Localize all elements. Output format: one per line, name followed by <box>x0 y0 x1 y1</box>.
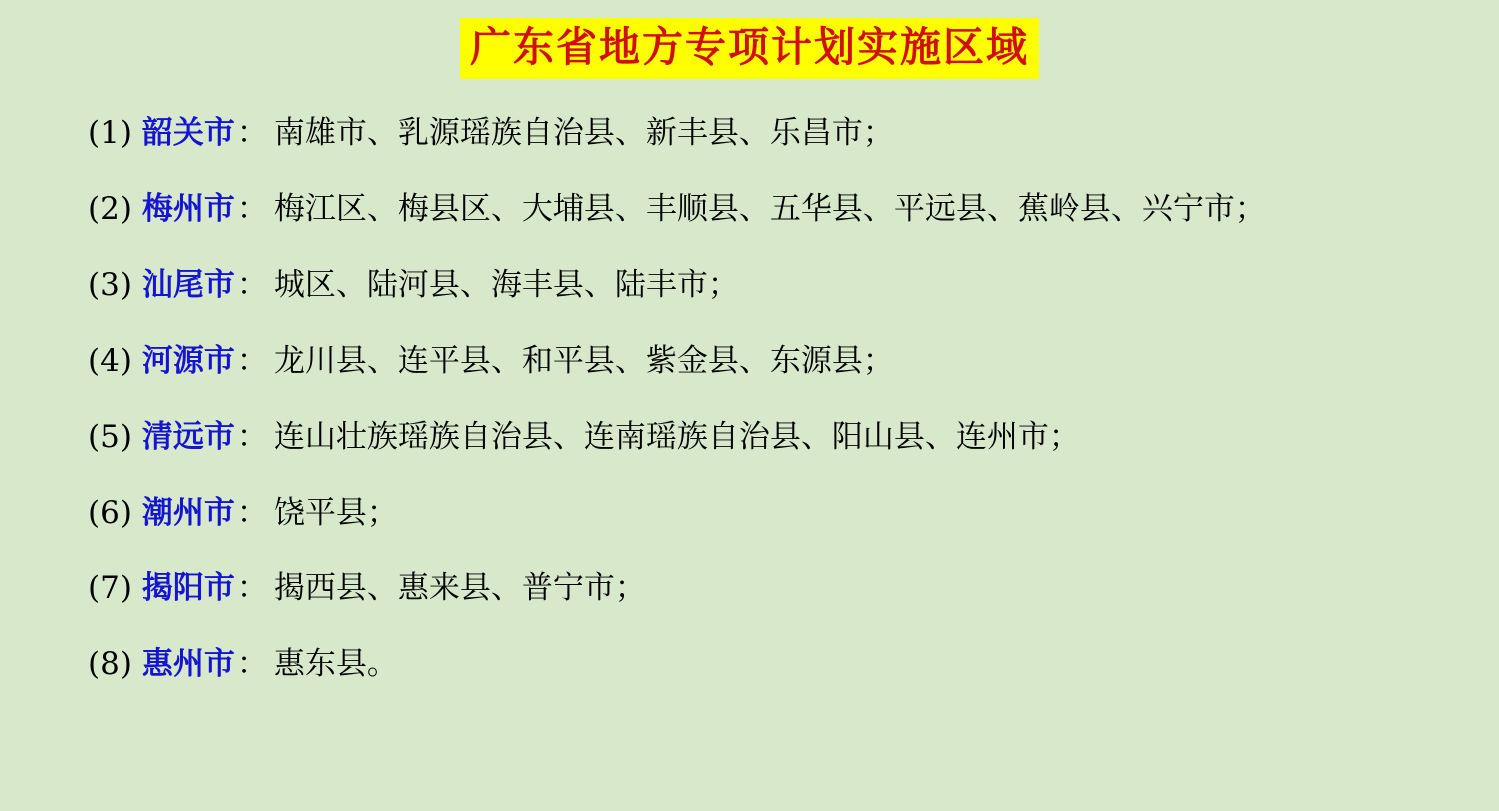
list-item-colon: ： <box>236 267 268 304</box>
list-item-areas: 龙川县、连平县、和平县、紫金县、东源县； <box>273 342 894 379</box>
list-item-number: (6) <box>88 494 132 531</box>
list-item-number: (1) <box>88 115 132 152</box>
list-item-colon: ： <box>236 646 268 683</box>
list-item-areas: 城区、陆河县、海丰县、陆丰市； <box>273 267 739 304</box>
list-item <box>0 568 1499 610</box>
list-item-areas: 连山壮族瑶族自治县、连南瑶族自治县、阳山县、连州市； <box>273 418 1080 455</box>
title-row <box>0 0 1499 79</box>
list-item <box>0 189 1499 231</box>
list-item-areas: 梅江区、梅县区、大埔县、丰顺县、五华县、平远县、蕉岭县、兴宁市； <box>273 191 1266 228</box>
list-item-number: (2) <box>88 191 132 228</box>
list-item-number: (8) <box>88 646 132 683</box>
list-item-number: (7) <box>88 570 132 607</box>
list-item-city: 揭阳市 <box>141 570 235 607</box>
region-list <box>0 113 1499 686</box>
list-item-number: (5) <box>88 418 132 455</box>
list-item-colon: ： <box>236 342 268 379</box>
list-item-number: (4) <box>88 342 132 379</box>
list-item-city: 河源市 <box>141 342 235 379</box>
list-item <box>0 341 1499 383</box>
list-item <box>0 493 1499 535</box>
list-item-colon: ： <box>236 191 268 228</box>
list-item <box>0 417 1499 459</box>
list-item-number: (3) <box>88 267 132 304</box>
list-item-areas: 惠东县。 <box>273 646 398 683</box>
list-item <box>0 265 1499 307</box>
list-item-areas: 饶平县； <box>273 494 398 531</box>
list-item-city: 清远市 <box>141 418 235 455</box>
list-item <box>0 113 1499 155</box>
list-item <box>0 644 1499 686</box>
list-item-areas: 揭西县、惠来县、普宁市； <box>273 570 646 607</box>
list-item-colon: ： <box>236 570 268 607</box>
list-item-city: 潮州市 <box>141 494 235 531</box>
list-item-city: 梅州市 <box>141 191 235 228</box>
page-title: 广东省地方专项计划实施区域 <box>460 18 1039 79</box>
list-item-city: 惠州市 <box>141 646 235 683</box>
list-item-colon: ： <box>236 494 268 531</box>
list-item-city: 韶关市 <box>141 115 235 152</box>
list-item-colon: ： <box>236 418 268 455</box>
list-item-areas: 南雄市、乳源瑶族自治县、新丰县、乐昌市； <box>273 115 894 152</box>
list-item-city: 汕尾市 <box>141 267 235 304</box>
list-item-colon: ： <box>236 115 268 152</box>
